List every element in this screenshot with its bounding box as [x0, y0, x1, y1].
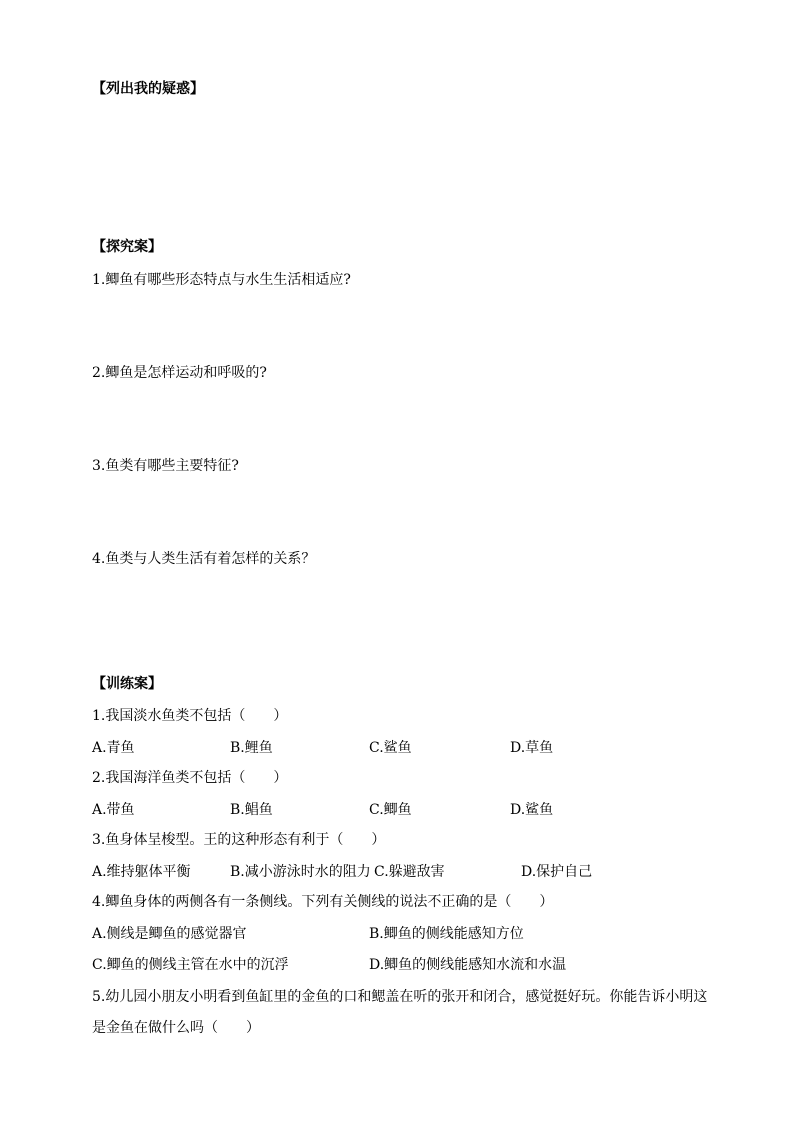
training-question-2-option-a: A.带鱼 — [92, 802, 135, 818]
explore-question-2: 2.鲫鱼是怎样运动和呼吸的? — [92, 365, 267, 381]
training-question-3-stem: 3.鱼身体呈梭型。王的这种形态有利于（ ） — [92, 832, 386, 848]
section-heading-doubts: 【列出我的疑惑】 — [92, 81, 204, 97]
training-question-4-option-a: A.侧线是鲫鱼的感觉器官 — [92, 926, 247, 942]
explore-question-3: 3.鱼类有哪些主要特征? — [92, 458, 239, 474]
section-heading-training: 【训练案】 — [92, 676, 162, 692]
training-question-5-line-1: 5.幼儿园小朋友小明看到鱼缸里的金鱼的口和鳃盖在听的张开和闭合，感觉挺好玩。你能告诉小明这 — [92, 989, 708, 1005]
training-question-2-stem: 2.我国海洋鱼类不包括（ ） — [92, 770, 288, 786]
training-question-3-option-a: A.维持躯体平衡 — [92, 864, 191, 880]
training-question-5-line-2: 是金鱼在做什么吗（ ） — [92, 1020, 260, 1036]
training-question-4-option-c: C.鲫鱼的侧线主管在水中的沉浮 — [92, 957, 289, 973]
training-question-1-option-c: C.鲨鱼 — [369, 740, 412, 756]
training-question-2-option-c: C.鲫鱼 — [369, 802, 412, 818]
training-question-2-option-b: B.鲳鱼 — [230, 802, 273, 818]
training-question-1-option-b: B.鲤鱼 — [230, 740, 273, 756]
training-question-3-option-c: C.躲避敌害 — [374, 864, 445, 880]
explore-question-1: 1.鲫鱼有哪些形态特点与水生生活相适应? — [92, 272, 351, 288]
training-question-4-stem: 4.鲫鱼身体的两侧各有一条侧线。下列有关侧线的说法不正确的是（ ） — [92, 894, 554, 910]
training-question-2-option-d: D.鲨鱼 — [510, 802, 554, 818]
section-heading-explore: 【探究案】 — [92, 239, 162, 255]
training-question-3-option-b: B.减小游泳时水的阻力 — [230, 864, 371, 880]
training-question-4-option-d: D.鲫鱼的侧线能感知水流和水温 — [369, 957, 567, 973]
training-question-1-stem: 1.我国淡水鱼类不包括（ ） — [92, 708, 288, 724]
training-question-1-option-d: D.草鱼 — [510, 740, 554, 756]
explore-question-4: 4.鱼类与人类生活有着怎样的关系？ — [92, 551, 316, 567]
training-question-3-option-d: D.保护自己 — [521, 864, 593, 880]
training-question-4-option-b: B.鲫鱼的侧线能感知方位 — [369, 926, 524, 942]
training-question-1-option-a: A.青鱼 — [92, 740, 135, 756]
